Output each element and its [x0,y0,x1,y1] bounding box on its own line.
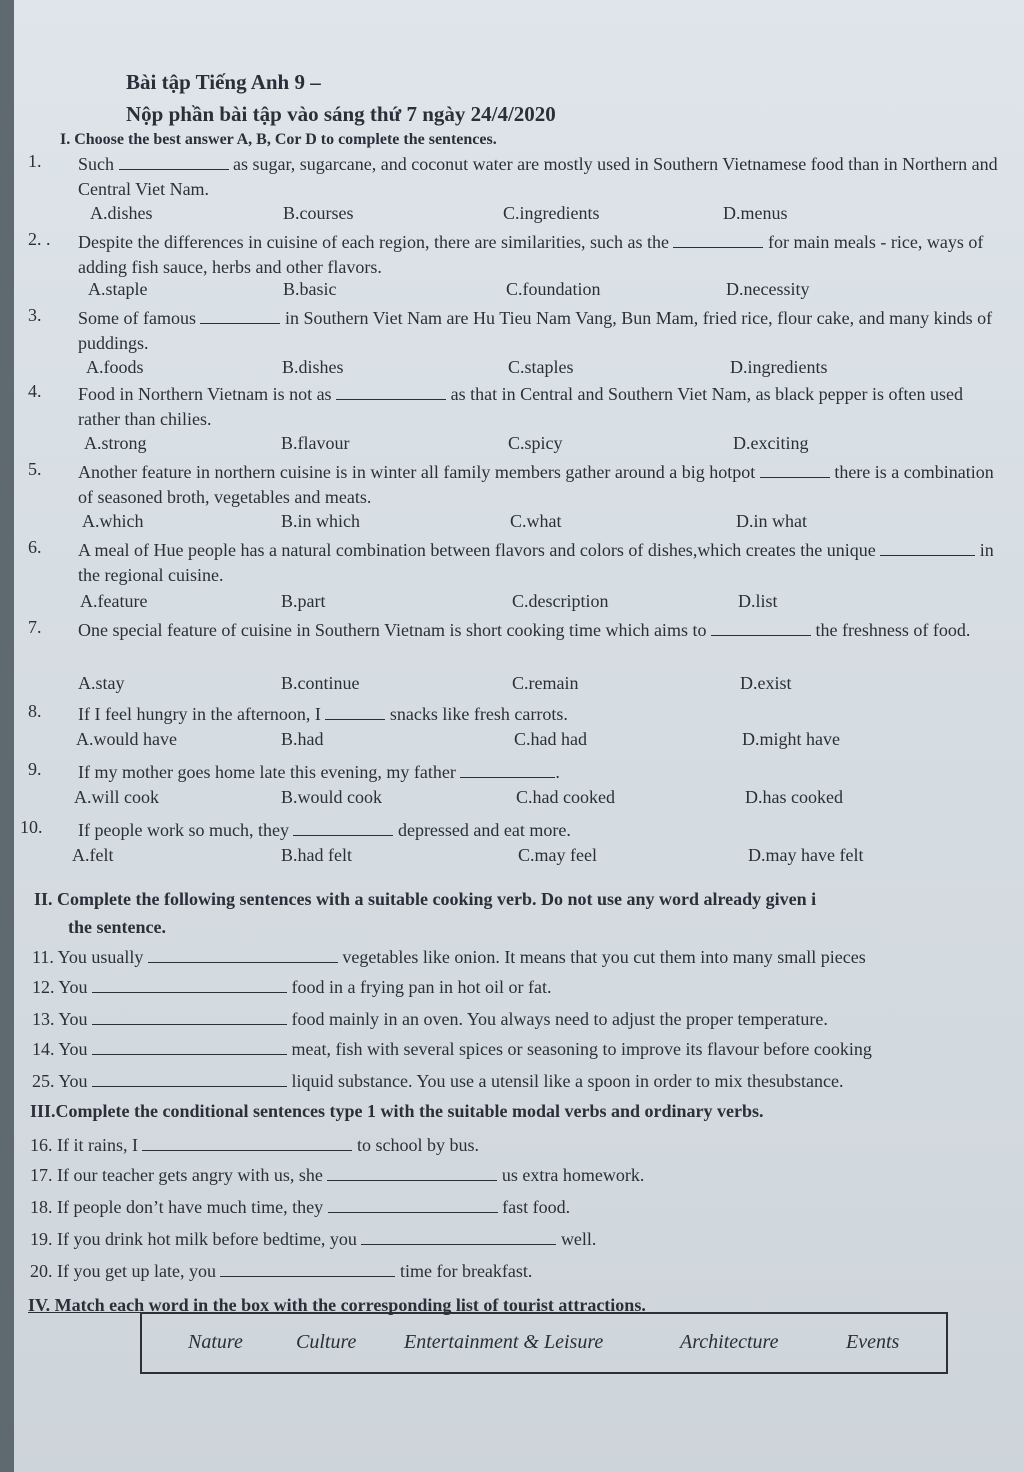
section2-heading-cont: the sentence. [68,917,166,937]
answer-blank[interactable] [880,541,975,556]
question-number: 4. [28,381,42,401]
question-text: there is a combination of seasoned broth, vegetables and meats. [78,462,994,507]
option-d[interactable]: D.menus [723,203,788,223]
options-row [74,787,998,810]
answer-blank[interactable] [92,1040,287,1055]
fill-item-13 [32,1010,828,1028]
conditional-item-20 [30,1262,532,1280]
fill-item-14 [32,1040,872,1058]
question-text: One special feature of cuisine in Southern Vietnam is short cooking time which aims to [78,620,707,640]
answer-blank[interactable] [119,155,229,170]
item-lead: 12. You [32,977,88,997]
option-d[interactable]: D.in what [736,511,807,531]
option-a[interactable]: A.feature [80,591,148,611]
question-text: for main meals - rice, ways of adding fish sauce, herbs and other flavors. [78,232,984,277]
question-text: Such [78,154,114,174]
item-tail: meat, fish with several spices or seasoning to improve its flavour before cooking [291,1039,872,1059]
question-number: 10. [20,817,43,837]
item-tail: time for breakfast. [399,1261,533,1281]
conditional-item-17 [30,1166,644,1184]
answer-blank[interactable] [673,233,763,248]
question-number: 2. . [28,229,51,249]
question-number: 9. [28,759,42,779]
option-d[interactable]: D.ingredients [730,357,828,377]
option-a[interactable]: A.which [82,511,144,531]
options-row [78,204,998,226]
option-c[interactable]: C.had had [514,729,587,749]
option-c[interactable]: C.ingredients [503,203,600,223]
options-row [72,845,998,868]
option-c[interactable]: C.may feel [518,845,597,865]
item-lead: 14. You [32,1039,88,1059]
item-tail: liquid substance. You use a utensil like a spoon in order to mix thesubstance. [291,1071,844,1091]
options-row [78,730,998,752]
item-tail: well. [560,1229,597,1249]
options-row [78,358,998,380]
option-b[interactable]: B.continue [281,673,360,693]
option-c[interactable]: C.description [512,591,609,611]
question-text: Despite the differences in cuisine of each region, there are similarities, such as the [78,232,669,252]
option-c[interactable]: C.staples [508,357,574,377]
section4-heading: IV. Match each word in the box with the corresponding list of tourist attractions. [28,1295,646,1315]
item-tail: food mainly in an oven. You always need to adjust the proper temperature. [291,1009,828,1029]
question-text: If people work so much, they [78,820,289,840]
word-box [140,1312,948,1374]
worksheet-subtitle: Nộp phần bài tập vào sáng thứ 7 ngày 24/4/2020 [126,102,556,126]
question-number: 7. [28,617,42,637]
options-row [78,512,998,534]
answer-blank[interactable] [325,705,385,720]
answer-blank[interactable] [92,1010,287,1025]
options-row [78,280,998,302]
option-d[interactable]: D.necessity [726,279,810,299]
option-b[interactable]: B.would cook [281,787,382,807]
option-b[interactable]: B.part [281,591,326,611]
option-d[interactable]: D.exist [740,673,792,693]
word-culture: Culture [296,1331,357,1353]
answer-blank[interactable] [760,463,830,478]
option-b[interactable]: B.in which [281,511,360,531]
question-text: Some of famous [78,308,196,328]
option-a[interactable]: A.staple [88,279,148,299]
option-d[interactable]: D.list [738,591,778,611]
question-text: A meal of Hue people has a natural combination between flavors and colors of dishes,which creates the unique [78,540,876,560]
answer-blank[interactable] [142,1136,352,1151]
question-text: in Southern Viet Nam are Hu Tieu Nam Vang, Bun Mam, fried rice, flour cake, and many kinds of puddings. [78,308,993,353]
answer-blank[interactable] [200,309,280,324]
fill-item-25 [32,1072,843,1090]
question-text: Food in Northern Vietnam is not as [78,384,332,404]
question-text: If I feel hungry in the afternoon, I [78,704,321,724]
word-nature: Nature [188,1331,243,1353]
option-d[interactable]: D.exciting [733,433,809,453]
item-tail: fast food. [502,1197,571,1217]
word-events: Events [846,1331,900,1353]
option-a[interactable]: A.dishes [90,203,153,223]
item-tail: us extra homework. [501,1165,645,1185]
section1-heading: I. Choose the best answer A, B, Cor D to complete the sentences. [60,131,497,148]
option-a[interactable]: A.foods [86,357,144,377]
item-lead: 16. If it rains, I [30,1135,138,1155]
item-lead: 19. If you drink hot milk before bedtime, you [30,1229,357,1249]
option-a[interactable]: A.stay [78,673,125,693]
section3-heading: III.Complete the conditional sentences type 1 with the suitable modal verbs and ordinary verbs. [30,1101,764,1121]
answer-blank[interactable] [92,978,287,993]
word-entertainment-leisure: Entertainment & Leisure [404,1331,604,1353]
option-b[interactable]: B.had [281,729,324,749]
item-tail: to school by bus. [356,1135,479,1155]
option-c[interactable]: C.foundation [506,279,601,299]
question-text: If my mother goes home late this evening, my father [78,762,456,782]
page-edge-shadow [0,0,14,1472]
option-a[interactable]: A.would have [76,729,177,749]
item-lead: 20. If you get up late, you [30,1261,216,1281]
conditional-item-16 [30,1136,479,1154]
question-text: . [555,762,560,782]
item-lead: 11. You usually [32,947,144,967]
item-tail: food in a frying pan in hot oil or fat. [291,977,552,997]
fill-item-12 [32,978,551,996]
answer-blank[interactable] [293,821,393,836]
question-number: 8. [28,701,42,721]
answer-blank[interactable] [220,1262,395,1277]
answer-blank[interactable] [361,1230,556,1245]
question-number: 5. [28,459,42,479]
question-number: 3. [28,305,42,325]
item-lead: 17. If our teacher gets angry with us, she [30,1165,323,1185]
option-d[interactable]: D.might have [742,729,840,749]
option-b[interactable]: B.courses [283,203,354,223]
option-c[interactable]: C.what [510,511,562,531]
conditional-item-18 [30,1198,570,1216]
option-c[interactable]: C.had cooked [516,787,615,807]
question-text: as that in Central and Southern Viet Nam, as black pepper is often used rather than chilies. [78,384,964,429]
options-row [78,674,998,696]
option-b[interactable]: B.had felt [281,845,352,865]
question-text: the freshness of food. [815,620,971,640]
answer-blank[interactable] [328,1198,498,1213]
item-lead: 13. You [32,1009,88,1029]
question-text: snacks like fresh carrots. [389,704,568,724]
question-number: 1. [28,151,42,171]
conditional-item-19 [30,1230,596,1248]
question-text: as sugar, sugarcane, and coconut water are mostly used in Southern Vietnamese food than in Northern and Central Viet Nam. [78,154,998,199]
options-row [78,434,998,456]
question-text: Another feature in northern cuisine is in winter all family members gather around a big hotpot [78,462,756,482]
fill-item-11 [32,948,866,966]
question-number: 6. [28,537,42,557]
option-b[interactable]: B.dishes [282,357,344,377]
worksheet-title: Bài tập Tiếng Anh 9 – [126,70,321,94]
section2-heading: II. Complete the following sentences with a suitable cooking verb. Do not use any word already given i [34,889,817,909]
option-a[interactable]: A.felt [72,845,114,865]
item-lead: 25. You [32,1071,88,1091]
options-row [78,592,998,614]
answer-blank[interactable] [92,1072,287,1087]
option-c[interactable]: C.remain [512,673,579,693]
answer-blank[interactable] [460,763,555,778]
question-text: in the regional cuisine. [78,540,994,585]
word-architecture: Architecture [680,1331,779,1353]
question-text: depressed and eat more. [397,820,571,840]
answer-blank[interactable] [711,621,811,636]
option-d[interactable]: D.may have felt [748,845,864,865]
option-a[interactable]: A.will cook [74,787,159,807]
answer-blank[interactable] [148,948,338,963]
option-d[interactable]: D.has cooked [745,787,843,807]
option-b[interactable]: B.flavour [281,433,350,453]
answer-blank[interactable] [336,385,446,400]
option-b[interactable]: B.basic [283,279,337,299]
item-tail: vegetables like onion. It means that you cut them into many small pieces [342,947,866,967]
option-a[interactable]: A.strong [84,433,147,453]
option-c[interactable]: C.spicy [508,433,563,453]
answer-blank[interactable] [327,1166,497,1181]
item-lead: 18. If people don’t have much time, they [30,1197,324,1217]
